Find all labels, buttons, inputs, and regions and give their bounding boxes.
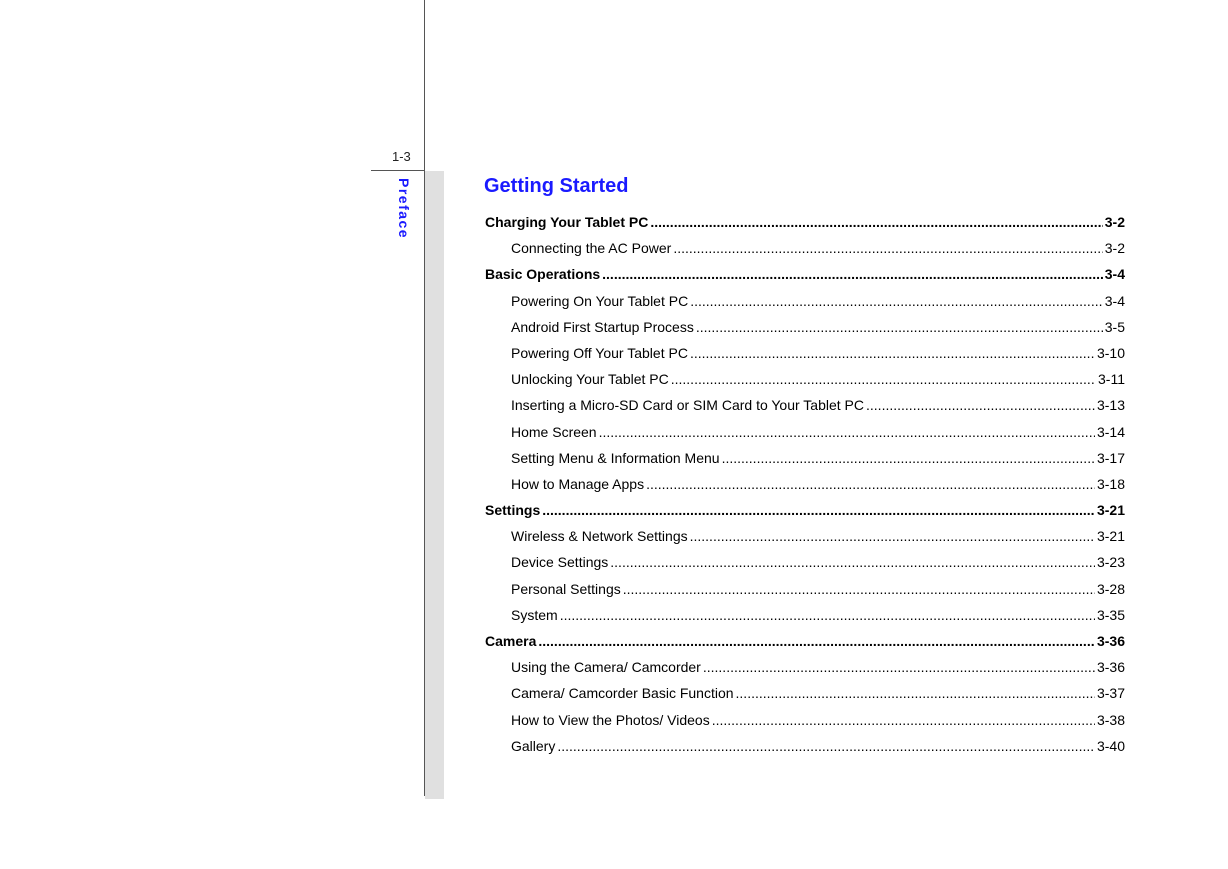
toc-entry-label: Charging Your Tablet PC (485, 214, 649, 230)
toc-entry-label: Setting Menu & Information Menu (511, 449, 720, 466)
toc-entry-page: 3-38 (1096, 711, 1125, 728)
toc-dot-leader (599, 419, 1095, 445)
toc-dot-leader (542, 497, 1095, 523)
toc-entry-label: Powering Off Your Tablet PC (511, 344, 688, 361)
toc-subentry[interactable] (485, 366, 1125, 392)
toc-chapter-entry[interactable] (485, 261, 1125, 287)
toc-dot-leader (696, 314, 1103, 340)
toc-dot-leader (722, 445, 1095, 471)
toc-dot-leader (538, 628, 1095, 654)
toc-dot-leader (690, 288, 1103, 314)
toc-dot-leader (703, 654, 1095, 680)
toc-entry-label: Unlocking Your Tablet PC (511, 371, 669, 388)
toc-entry-page: 3-11 (1098, 371, 1125, 388)
toc-dot-leader (602, 261, 1103, 287)
toc-subentry[interactable] (485, 707, 1125, 733)
toc-dot-leader (866, 392, 1095, 418)
toc-entry-page: 3-21 (1096, 502, 1125, 519)
toc-dot-leader (736, 680, 1095, 706)
toc-subentry[interactable] (485, 576, 1125, 602)
toc-entry-page: 3-36 (1096, 659, 1125, 676)
toc-entry-page: 3-40 (1096, 737, 1125, 754)
toc-dot-leader (712, 707, 1095, 733)
toc-entry-page: 3-17 (1096, 449, 1125, 466)
toc-entry-page: 3-4 (1104, 292, 1125, 309)
toc-entry-page: 3-37 (1096, 685, 1125, 702)
toc-entry-label: Using the Camera/ Camcorder (511, 659, 701, 676)
toc-entry-page: 3-18 (1096, 475, 1125, 492)
toc-chapter-entry[interactable] (485, 209, 1125, 235)
toc-entry-label: Gallery (511, 737, 556, 754)
toc-subentry[interactable] (485, 602, 1125, 628)
toc-dot-leader (690, 523, 1095, 549)
toc-subentry[interactable] (485, 523, 1125, 549)
toc-subentry[interactable] (485, 419, 1125, 445)
toc-subentry[interactable] (485, 340, 1125, 366)
toc-entry-label: System (511, 606, 558, 623)
toc-entry-label: How to Manage Apps (511, 475, 645, 492)
toc-entry-page: 3-21 (1096, 528, 1125, 545)
toc-entry-label: Personal Settings (511, 580, 621, 597)
toc-entry-label: Camera/ Camcorder Basic Function (511, 685, 734, 702)
toc-entry-page: 3-4 (1104, 266, 1125, 283)
toc-entry-page: 3-5 (1104, 318, 1125, 335)
toc-subentry[interactable] (485, 288, 1125, 314)
chapter-side-label: Preface (396, 178, 412, 240)
toc-dot-leader (560, 602, 1095, 628)
toc-subentry[interactable] (485, 549, 1125, 575)
toc-subentry[interactable] (485, 680, 1125, 706)
section-title: Getting Started (484, 175, 629, 197)
toc-entry-label: Device Settings (511, 554, 609, 571)
toc-dot-leader (671, 366, 1096, 392)
toc-dot-leader (623, 576, 1095, 602)
toc-entry-label: Inserting a Micro-SD Card or SIM Card to Your Tablet PC (511, 397, 865, 414)
toc-dot-leader (673, 235, 1102, 261)
toc-entry-page: 3-2 (1104, 214, 1125, 230)
toc-dot-leader (557, 733, 1095, 759)
toc-chapter-entry[interactable] (485, 497, 1125, 523)
toc-dot-leader (690, 340, 1095, 366)
margin-gray-bar (425, 171, 444, 799)
toc-entry-label: Wireless & Network Settings (511, 528, 688, 545)
toc-entry-label: Home Screen (511, 423, 597, 440)
toc-dot-leader (610, 549, 1095, 575)
toc-entry-page: 3-2 (1104, 240, 1125, 257)
header-rule (371, 170, 425, 171)
table-of-contents (485, 209, 1125, 759)
toc-subentry[interactable] (485, 733, 1125, 759)
page-number: 1-3 (392, 149, 411, 164)
toc-subentry[interactable] (485, 471, 1125, 497)
toc-entry-page: 3-13 (1096, 397, 1125, 414)
toc-dot-leader (646, 471, 1095, 497)
toc-entry-label: Connecting the AC Power (511, 240, 672, 257)
toc-entry-page: 3-35 (1096, 606, 1125, 623)
toc-dot-leader (650, 209, 1102, 235)
toc-subentry[interactable] (485, 392, 1125, 418)
toc-entry-page: 3-28 (1096, 580, 1125, 597)
toc-subentry[interactable] (485, 314, 1125, 340)
toc-subentry[interactable] (485, 235, 1125, 261)
toc-entry-label: Android First Startup Process (511, 318, 694, 335)
toc-entry-label: Powering On Your Tablet PC (511, 292, 689, 309)
toc-chapter-entry[interactable] (485, 628, 1125, 654)
toc-subentry[interactable] (485, 445, 1125, 471)
toc-entry-label: How to View the Photos/ Videos (511, 711, 710, 728)
toc-entry-label: Camera (485, 633, 537, 649)
toc-entry-page: 3-10 (1096, 344, 1125, 361)
toc-entry-page: 3-23 (1096, 554, 1125, 571)
toc-entry-page: 3-14 (1096, 423, 1125, 440)
toc-subentry[interactable] (485, 654, 1125, 680)
toc-entry-label: Basic Operations (485, 266, 601, 283)
toc-entry-page: 3-36 (1096, 633, 1125, 649)
toc-entry-label: Settings (485, 502, 541, 519)
